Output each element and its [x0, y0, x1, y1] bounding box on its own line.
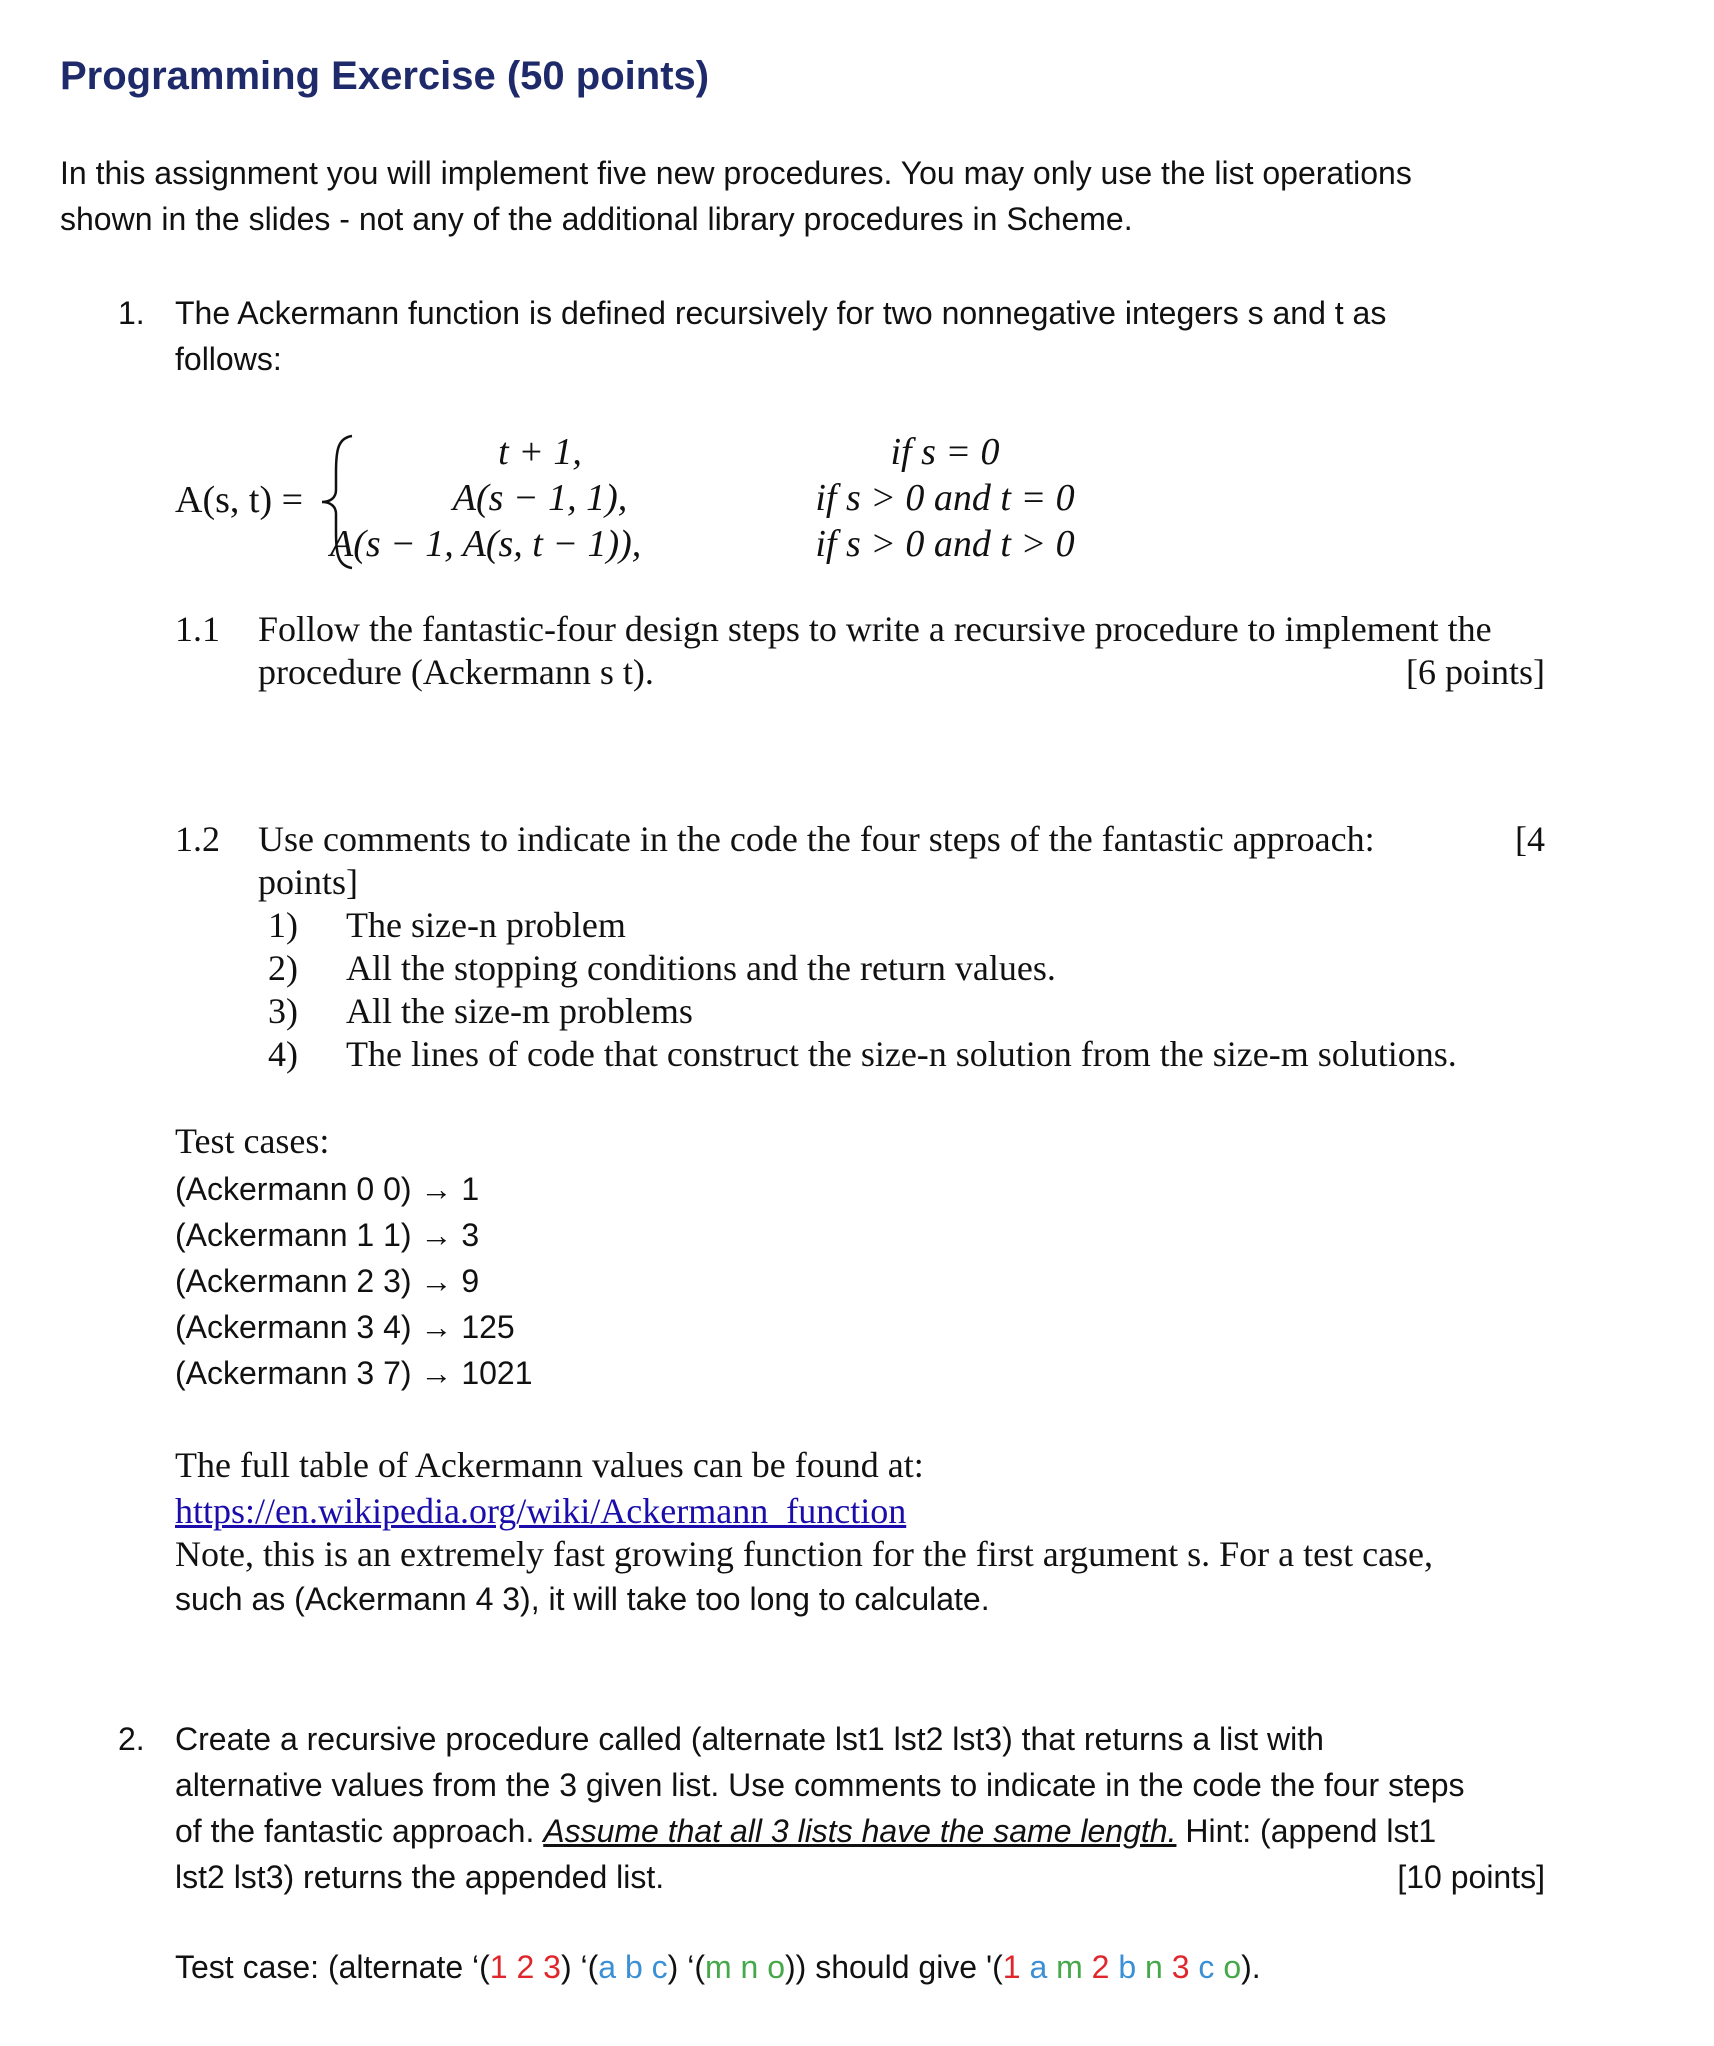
formula-case-1-cond: if s = 0: [890, 431, 1000, 473]
sub1-points: [6 points]: [1406, 652, 1545, 692]
result-item: 2: [1091, 1949, 1110, 1985]
q2-test-sep: ) ‘(: [667, 1949, 705, 1985]
sub1-line-2: procedure (Ackermann s t).: [258, 652, 654, 692]
ackermann-link[interactable]: https://en.wikipedia.org/wiki/Ackermann_function: [175, 1491, 907, 1531]
step-1-text: The size-n problem: [346, 905, 626, 945]
q2-points: [10 points]: [1397, 1859, 1545, 1895]
test-case-5: (Ackermann 3 7) → 1021: [175, 1355, 533, 1391]
step-4-text: The lines of code that construct the size-n solution from the size-m solutions.: [346, 1034, 1457, 1074]
test-case-4: (Ackermann 3 4) → 125: [175, 1309, 515, 1345]
list2-item: a: [598, 1949, 617, 1985]
q2-line-3: [175, 1808, 1436, 1854]
formula-case-2-expr: A(s − 1, 1),: [452, 477, 628, 519]
step-3-text: All the size-m problems: [346, 991, 693, 1031]
test-case-2: (Ackermann 1 1) → 3: [175, 1217, 480, 1253]
formula-case-3-cond: if s > 0 and t > 0: [815, 523, 1075, 565]
list3-item: n: [740, 1949, 759, 1985]
q2-test-mid: )) should give '(: [785, 1949, 1003, 1985]
result-item: o: [1223, 1949, 1242, 1985]
q2-number: 2.: [118, 1721, 145, 1757]
formula-lhs: A(s, t) =: [175, 479, 304, 521]
note-line-1: Note, this is an extremely fast growing function for the first argument s. For a test case,: [175, 1534, 1434, 1574]
formula-case-1-expr: t + 1,: [498, 431, 582, 473]
q2-test-end: ).: [1241, 1949, 1261, 1985]
sub2-line-1: Use comments to indicate in the code the four steps of the fantastic approach:: [258, 819, 1375, 859]
step-1-number: 1): [268, 905, 298, 945]
list1-item: 3: [543, 1949, 561, 1985]
tests-label: Test cases:: [175, 1121, 330, 1161]
q2-line-2: alternative values from the 3 given list. Use comments to indicate in the code the four steps: [175, 1767, 1465, 1803]
result-item: 1: [1002, 1949, 1021, 1985]
page-title: Programming Exercise (50 points): [60, 54, 710, 98]
result-item: m: [1056, 1949, 1083, 1985]
q2-line-1: Create a recursive procedure called (alternate lst1 lst2 lst3) that returns a list with: [175, 1721, 1324, 1757]
list3-item: o: [767, 1949, 785, 1985]
list1-item: 2: [516, 1949, 535, 1985]
q2-line-4: lst2 lst3) returns the appended list.: [175, 1859, 665, 1895]
step-2-number: 2): [268, 948, 298, 988]
sub1-line-1: Follow the fantastic-four design steps to write a recursive procedure to implement the: [258, 609, 1492, 649]
list2-item: c: [651, 1949, 668, 1985]
q2-assumption: Assume that all 3 lists have the same length.: [543, 1813, 1177, 1849]
test-case-1: (Ackermann 0 0) → 1: [175, 1171, 480, 1207]
q1-line-1: The Ackermann function is defined recursively for two nonnegative integers s and t as: [175, 295, 1387, 331]
test-case-3: (Ackermann 2 3) → 9: [175, 1263, 480, 1299]
result-item: b: [1118, 1949, 1137, 1985]
q2-test-sep: ) ‘(: [560, 1949, 599, 1985]
result-item: n: [1145, 1949, 1163, 1985]
intro-line-2: shown in the slides - not any of the additional library procedures in Scheme.: [60, 201, 1133, 237]
step-2-text: All the stopping conditions and the return values.: [346, 948, 1056, 988]
list3-item: m: [704, 1949, 732, 1985]
list2-item: b: [624, 1949, 643, 1985]
result-item: a: [1029, 1949, 1048, 1985]
result-item: 3: [1171, 1949, 1190, 1985]
sub1-number: 1.1: [175, 609, 220, 649]
list1-item: 1: [489, 1949, 508, 1985]
q1-number: 1.: [118, 295, 145, 331]
formula-case-2-cond: if s > 0 and t = 0: [815, 477, 1075, 519]
q2-test-prefix: Test case: (alternate ‘(: [175, 1949, 490, 1985]
table-note: The full table of Ackermann values can be found at:: [175, 1445, 924, 1485]
step-4-number: 4): [268, 1034, 298, 1074]
sub2-points-a: [4: [1515, 819, 1545, 859]
q2-test-case: [175, 1944, 1261, 1990]
q2-line-3-c: Hint: (append lst1: [1176, 1813, 1437, 1849]
sub2-points-b: points]: [258, 862, 359, 902]
q2-line-3-a: of the fantastic approach.: [175, 1813, 544, 1849]
intro-line-1: In this assignment you will implement five new procedures. You may only use the list operations: [60, 155, 1412, 191]
result-item: c: [1198, 1949, 1215, 1985]
formula-case-3-expr: A(s − 1, A(s, t − 1)),: [330, 523, 642, 565]
note-line-2: such as (Ackermann 4 3), it will take too long to calculate.: [175, 1581, 990, 1617]
step-3-number: 3): [268, 991, 298, 1031]
q1-line-2: follows:: [175, 341, 282, 377]
sub2-number: 1.2: [175, 819, 220, 859]
